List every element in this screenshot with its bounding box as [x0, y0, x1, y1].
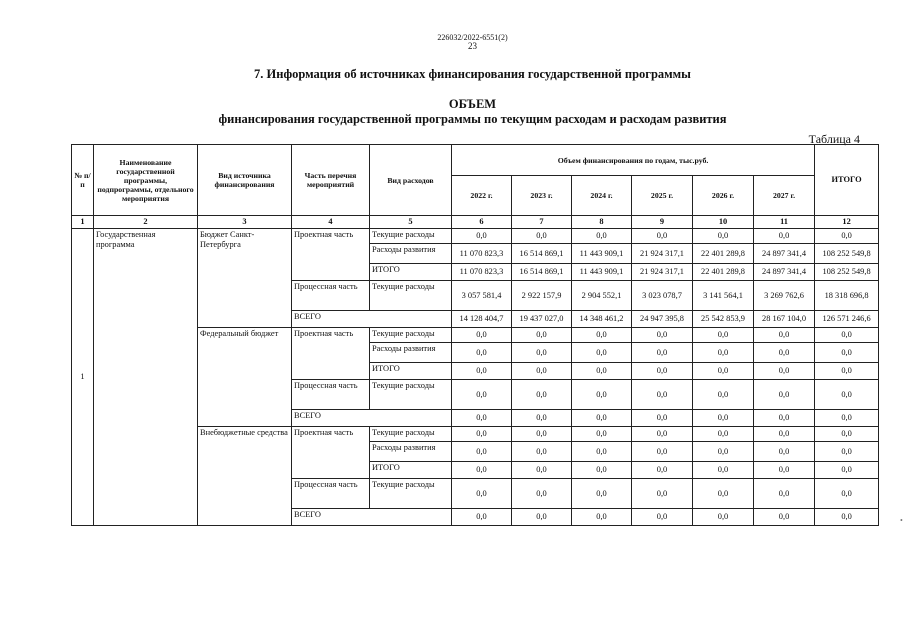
column-number: 10	[693, 216, 754, 229]
amount-cell: 0,0	[693, 363, 754, 380]
amount-cell: 3 269 762,6	[754, 281, 815, 311]
amount-cell: 0,0	[572, 479, 632, 509]
expense-kind: ИТОГО	[370, 462, 452, 479]
column-number: 12	[815, 216, 879, 229]
header-year: 2025 г.	[632, 176, 693, 216]
financing-table	[71, 144, 879, 526]
amount-cell: 0,0	[754, 427, 815, 442]
activity-part: Процессная часть	[292, 281, 370, 311]
amount-cell: 0,0	[693, 380, 754, 410]
amount-cell: 0,0	[572, 343, 632, 363]
amount-cell: 0,0	[572, 229, 632, 244]
header-year: 2027 г.	[754, 176, 815, 216]
expense-kind: Расходы развития	[370, 244, 452, 264]
amount-cell: 0,0	[815, 343, 879, 363]
amount-cell: 18 318 696,8	[815, 281, 879, 311]
financing-source: Бюджет Санкт-Петербурга	[198, 229, 292, 328]
financing-source: Федеральный бюджет	[198, 328, 292, 427]
amount-cell: 11 443 909,1	[572, 244, 632, 264]
amount-cell: 0,0	[632, 363, 693, 380]
amount-cell: 0,0	[512, 363, 572, 380]
amount-cell: 24 947 395,8	[632, 311, 693, 328]
amount-cell: 0,0	[452, 363, 512, 380]
program-name: Государственная программа	[94, 229, 198, 526]
table-row	[72, 229, 879, 244]
amount-cell: 0,0	[632, 343, 693, 363]
amount-cell: 0,0	[754, 509, 815, 526]
total-label: ВСЕГО	[292, 311, 452, 328]
header-year: 2026 г.	[693, 176, 754, 216]
amount-cell: 16 514 869,1	[512, 244, 572, 264]
header-part: Часть перечня мероприятий	[292, 145, 370, 216]
activity-part: Процессная часть	[292, 380, 370, 410]
table-subtitle: финансирования государственной программы по текущим расходам и расходам развития	[218, 112, 727, 126]
header-year: 2024 г.	[572, 176, 632, 216]
header-name: Наименование государственной программы, подпрограммы, отдельного мероприятия	[94, 145, 198, 216]
table-title: ОБЪЕМ	[448, 97, 497, 111]
column-numbers-row	[72, 216, 879, 229]
amount-cell: 0,0	[632, 462, 693, 479]
expense-kind: Расходы развития	[370, 343, 452, 363]
activity-part: Проектная часть	[292, 229, 370, 281]
amount-cell: 0,0	[572, 509, 632, 526]
amount-cell: 0,0	[632, 229, 693, 244]
amount-cell: 24 897 341,4	[754, 264, 815, 281]
amount-cell: 0,0	[815, 427, 879, 442]
amount-cell: 21 924 317,1	[632, 244, 693, 264]
amount-cell: 0,0	[693, 410, 754, 427]
amount-cell: 0,0	[693, 343, 754, 363]
financing-source: Внебюджетные средства	[198, 427, 292, 526]
amount-cell: 0,0	[512, 328, 572, 343]
amount-cell: 0,0	[632, 328, 693, 343]
table-body	[72, 229, 879, 526]
column-number: 6	[452, 216, 512, 229]
amount-cell: 0,0	[512, 442, 572, 462]
expense-kind: Текущие расходы	[370, 229, 452, 244]
amount-cell: 2 904 552,1	[572, 281, 632, 311]
amount-cell: 0,0	[754, 462, 815, 479]
amount-cell: 0,0	[452, 410, 512, 427]
column-number: 3	[198, 216, 292, 229]
amount-cell: 0,0	[632, 509, 693, 526]
expense-kind: ИТОГО	[370, 264, 452, 281]
amount-cell: 0,0	[452, 229, 512, 244]
amount-cell: 108 252 549,8	[815, 264, 879, 281]
document-id: 226032/2022-6551(2)	[437, 33, 508, 42]
amount-cell: 0,0	[693, 509, 754, 526]
amount-cell: 16 514 869,1	[512, 264, 572, 281]
expense-kind: Расходы развития	[370, 442, 452, 462]
amount-cell: 0,0	[572, 442, 632, 462]
activity-part: Проектная часть	[292, 328, 370, 380]
amount-cell: 108 252 549,8	[815, 244, 879, 264]
amount-cell: 0,0	[693, 328, 754, 343]
amount-cell: 3 057 581,4	[452, 281, 512, 311]
amount-cell: 0,0	[754, 380, 815, 410]
amount-cell: 0,0	[452, 509, 512, 526]
amount-cell: 11 443 909,1	[572, 264, 632, 281]
amount-cell: 0,0	[815, 410, 879, 427]
column-number: 11	[754, 216, 815, 229]
row-number: 1	[72, 229, 94, 526]
amount-cell: 0,0	[572, 328, 632, 343]
amount-cell: 0,0	[693, 479, 754, 509]
expense-kind: Текущие расходы	[370, 281, 452, 311]
amount-cell: 14 348 461,2	[572, 311, 632, 328]
amount-cell: 0,0	[512, 479, 572, 509]
amount-cell: 0,0	[632, 442, 693, 462]
amount-cell: 2 922 157,9	[512, 281, 572, 311]
amount-cell: 0,0	[452, 328, 512, 343]
amount-cell: 0,0	[754, 328, 815, 343]
header-volume: Объем финансирования по годам, тыс.руб.	[452, 145, 815, 176]
amount-cell: 0,0	[815, 363, 879, 380]
amount-cell: 0,0	[632, 380, 693, 410]
amount-cell: 0,0	[452, 427, 512, 442]
amount-cell: 28 167 104,0	[754, 311, 815, 328]
amount-cell: 0,0	[693, 442, 754, 462]
page-number: 23	[468, 41, 477, 51]
expense-kind: ИТОГО	[370, 363, 452, 380]
expense-kind: Текущие расходы	[370, 427, 452, 442]
column-number: 9	[632, 216, 693, 229]
amount-cell: 11 070 823,3	[452, 244, 512, 264]
amount-cell: 14 128 404,7	[452, 311, 512, 328]
amount-cell: 0,0	[754, 363, 815, 380]
amount-cell: 0,0	[632, 479, 693, 509]
amount-cell: 0,0	[572, 427, 632, 442]
amount-cell: 0,0	[815, 509, 879, 526]
expense-kind: Текущие расходы	[370, 380, 452, 410]
amount-cell: 0,0	[632, 410, 693, 427]
amount-cell: 0,0	[815, 380, 879, 410]
amount-cell: 0,0	[693, 427, 754, 442]
expense-kind: Текущие расходы	[370, 328, 452, 343]
amount-cell: 0,0	[452, 462, 512, 479]
header-num: № п/п	[72, 145, 94, 216]
amount-cell: 0,0	[754, 229, 815, 244]
amount-cell: 0,0	[815, 479, 879, 509]
amount-cell: 0,0	[815, 229, 879, 244]
amount-cell: 0,0	[512, 462, 572, 479]
amount-cell: 0,0	[452, 442, 512, 462]
amount-cell: 22 401 289,8	[693, 264, 754, 281]
section-title: 7. Информация об источниках финансирования государственной программы	[254, 67, 691, 81]
activity-part: Проектная часть	[292, 427, 370, 479]
amount-cell: 0,0	[754, 343, 815, 363]
amount-cell: 3 023 078,7	[632, 281, 693, 311]
column-number: 1	[72, 216, 94, 229]
amount-cell: 0,0	[512, 343, 572, 363]
column-number: 2	[94, 216, 198, 229]
amount-cell: 0,0	[693, 229, 754, 244]
column-number: 5	[370, 216, 452, 229]
amount-cell: 0,0	[572, 410, 632, 427]
activity-part: Процессная часть	[292, 479, 370, 509]
column-number: 4	[292, 216, 370, 229]
amount-cell: 0,0	[572, 380, 632, 410]
amount-cell: 0,0	[512, 229, 572, 244]
header-total: ИТОГО	[815, 145, 879, 216]
header-source: Вид источника финансирования	[198, 145, 292, 216]
amount-cell: 24 897 341,4	[754, 244, 815, 264]
amount-cell: 0,0	[512, 380, 572, 410]
amount-cell: 0,0	[815, 442, 879, 462]
amount-cell: 21 924 317,1	[632, 264, 693, 281]
amount-cell: 0,0	[754, 442, 815, 462]
amount-cell: 22 401 289,8	[693, 244, 754, 264]
header-kind: Вид расходов	[370, 145, 452, 216]
column-number: 8	[572, 216, 632, 229]
amount-cell: 126 571 246,6	[815, 311, 879, 328]
amount-cell: 0,0	[754, 410, 815, 427]
expense-kind: Текущие расходы	[370, 479, 452, 509]
amount-cell: 0,0	[754, 479, 815, 509]
amount-cell: 0,0	[512, 427, 572, 442]
amount-cell: 0,0	[632, 427, 693, 442]
amount-cell: 0,0	[512, 509, 572, 526]
amount-cell: 0,0	[815, 328, 879, 343]
amount-cell: 19 437 027,0	[512, 311, 572, 328]
margin-mark: •	[900, 516, 903, 525]
amount-cell: 0,0	[452, 479, 512, 509]
total-label: ВСЕГО	[292, 509, 452, 526]
amount-cell: 0,0	[452, 343, 512, 363]
amount-cell: 0,0	[815, 462, 879, 479]
amount-cell: 0,0	[452, 380, 512, 410]
amount-cell: 25 542 853,9	[693, 311, 754, 328]
table-label: Таблица 4	[808, 132, 860, 146]
amount-cell: 0,0	[693, 462, 754, 479]
amount-cell: 11 070 823,3	[452, 264, 512, 281]
amount-cell: 3 141 564,1	[693, 281, 754, 311]
total-label: ВСЕГО	[292, 410, 452, 427]
amount-cell: 0,0	[512, 410, 572, 427]
header-year: 2022 г.	[452, 176, 512, 216]
amount-cell: 0,0	[572, 462, 632, 479]
header-year: 2023 г.	[512, 176, 572, 216]
amount-cell: 0,0	[572, 363, 632, 380]
column-number: 7	[512, 216, 572, 229]
